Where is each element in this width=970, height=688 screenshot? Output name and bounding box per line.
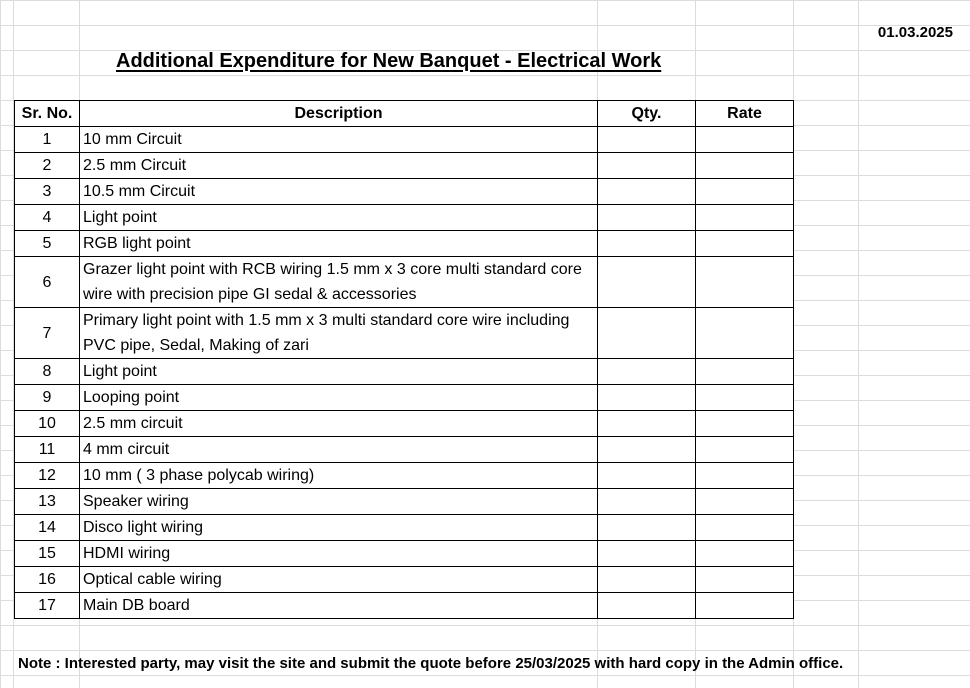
sr-no-cell[interactable]: 16 [15, 567, 80, 593]
sr-no-cell[interactable]: 14 [15, 515, 80, 541]
table-row [15, 411, 794, 437]
sr-no-cell[interactable]: 4 [15, 205, 80, 231]
sr-no-cell[interactable]: 8 [15, 359, 80, 385]
description-cell[interactable]: Light point [80, 359, 598, 385]
description-cell[interactable]: 10.5 mm Circuit [80, 179, 598, 205]
qty-cell[interactable] [598, 179, 696, 205]
rate-cell[interactable] [696, 593, 794, 619]
sr-no-cell[interactable]: 10 [15, 411, 80, 437]
qty-cell[interactable] [598, 541, 696, 567]
header-qty[interactable]: Qty. [598, 101, 696, 127]
qty-cell[interactable] [598, 308, 696, 359]
qty-cell[interactable] [598, 205, 696, 231]
header-sr-no[interactable]: Sr. No. [15, 101, 80, 127]
sr-no-cell[interactable]: 15 [15, 541, 80, 567]
rate-cell[interactable] [696, 127, 794, 153]
footer-note[interactable]: Note : Interested party, may visit the site and submit the quote before 25/03/2025 with hard copy in the Admin office. [18, 655, 844, 672]
table-row [15, 359, 794, 385]
rate-cell[interactable] [696, 308, 794, 359]
table-row [15, 179, 794, 205]
description-cell[interactable]: Primary light point with 1.5 mm x 3 multi standard core wire including PVC pipe, Sedal, Making of zari [80, 308, 598, 359]
sr-no-cell[interactable]: 5 [15, 231, 80, 257]
table-row [15, 385, 794, 411]
sr-no-cell[interactable]: 17 [15, 593, 80, 619]
table-row [15, 567, 794, 593]
sr-no-cell[interactable]: 11 [15, 437, 80, 463]
table-row [15, 515, 794, 541]
qty-cell[interactable] [598, 257, 696, 308]
table-row [15, 257, 794, 308]
sr-no-cell[interactable]: 6 [15, 257, 80, 308]
description-cell[interactable]: Light point [80, 205, 598, 231]
rate-cell[interactable] [696, 437, 794, 463]
header-rate[interactable]: Rate [696, 101, 794, 127]
description-cell[interactable]: 10 mm Circuit [80, 127, 598, 153]
rate-cell[interactable] [696, 515, 794, 541]
rate-cell[interactable] [696, 567, 794, 593]
description-cell[interactable]: Grazer light point with RCB wiring 1.5 mm x 3 core multi standard core wire with precision pipe GI sedal & accessories [80, 257, 598, 308]
description-cell[interactable]: 10 mm ( 3 phase polycab wiring) [80, 463, 598, 489]
sr-no-cell[interactable]: 7 [15, 308, 80, 359]
description-cell[interactable]: 2.5 mm circuit [80, 411, 598, 437]
qty-cell[interactable] [598, 463, 696, 489]
grid-line [858, 0, 859, 688]
rate-cell[interactable] [696, 205, 794, 231]
description-cell[interactable]: Disco light wiring [80, 515, 598, 541]
table-row [15, 153, 794, 179]
table-row [15, 308, 794, 359]
document-date[interactable]: 01.03.2025 [877, 24, 953, 41]
rate-cell[interactable] [696, 489, 794, 515]
description-cell[interactable]: Main DB board [80, 593, 598, 619]
table-row [15, 489, 794, 515]
qty-cell[interactable] [598, 567, 696, 593]
table-row [15, 593, 794, 619]
rate-cell[interactable] [696, 411, 794, 437]
table-row [15, 463, 794, 489]
description-cell[interactable]: Speaker wiring [80, 489, 598, 515]
table-row [15, 541, 794, 567]
description-cell[interactable]: 2.5 mm Circuit [80, 153, 598, 179]
page-title[interactable]: Additional Expenditure for New Banquet - Electrical Work [116, 50, 662, 72]
qty-cell[interactable] [598, 153, 696, 179]
rate-cell[interactable] [696, 359, 794, 385]
description-cell[interactable]: RGB light point [80, 231, 598, 257]
qty-cell[interactable] [598, 593, 696, 619]
rate-cell[interactable] [696, 463, 794, 489]
qty-cell[interactable] [598, 359, 696, 385]
description-cell[interactable]: HDMI wiring [80, 541, 598, 567]
expenditure-table [14, 100, 794, 619]
sr-no-cell[interactable]: 1 [15, 127, 80, 153]
qty-cell[interactable] [598, 437, 696, 463]
description-cell[interactable]: Looping point [80, 385, 598, 411]
qty-cell[interactable] [598, 515, 696, 541]
description-cell[interactable]: Optical cable wiring [80, 567, 598, 593]
qty-cell[interactable] [598, 127, 696, 153]
sr-no-cell[interactable]: 13 [15, 489, 80, 515]
rate-cell[interactable] [696, 231, 794, 257]
table-row [15, 437, 794, 463]
rate-cell[interactable] [696, 385, 794, 411]
rate-cell[interactable] [696, 179, 794, 205]
rate-cell[interactable] [696, 257, 794, 308]
table-row [15, 205, 794, 231]
header-description[interactable]: Description [80, 101, 598, 127]
qty-cell[interactable] [598, 411, 696, 437]
rate-cell[interactable] [696, 153, 794, 179]
qty-cell[interactable] [598, 385, 696, 411]
sr-no-cell[interactable]: 2 [15, 153, 80, 179]
description-cell[interactable]: 4 mm circuit [80, 437, 598, 463]
rate-cell[interactable] [696, 541, 794, 567]
sr-no-cell[interactable]: 12 [15, 463, 80, 489]
qty-cell[interactable] [598, 231, 696, 257]
sr-no-cell[interactable]: 9 [15, 385, 80, 411]
header-row [15, 101, 794, 127]
qty-cell[interactable] [598, 489, 696, 515]
table-row [15, 127, 794, 153]
table-row [15, 231, 794, 257]
sr-no-cell[interactable]: 3 [15, 179, 80, 205]
